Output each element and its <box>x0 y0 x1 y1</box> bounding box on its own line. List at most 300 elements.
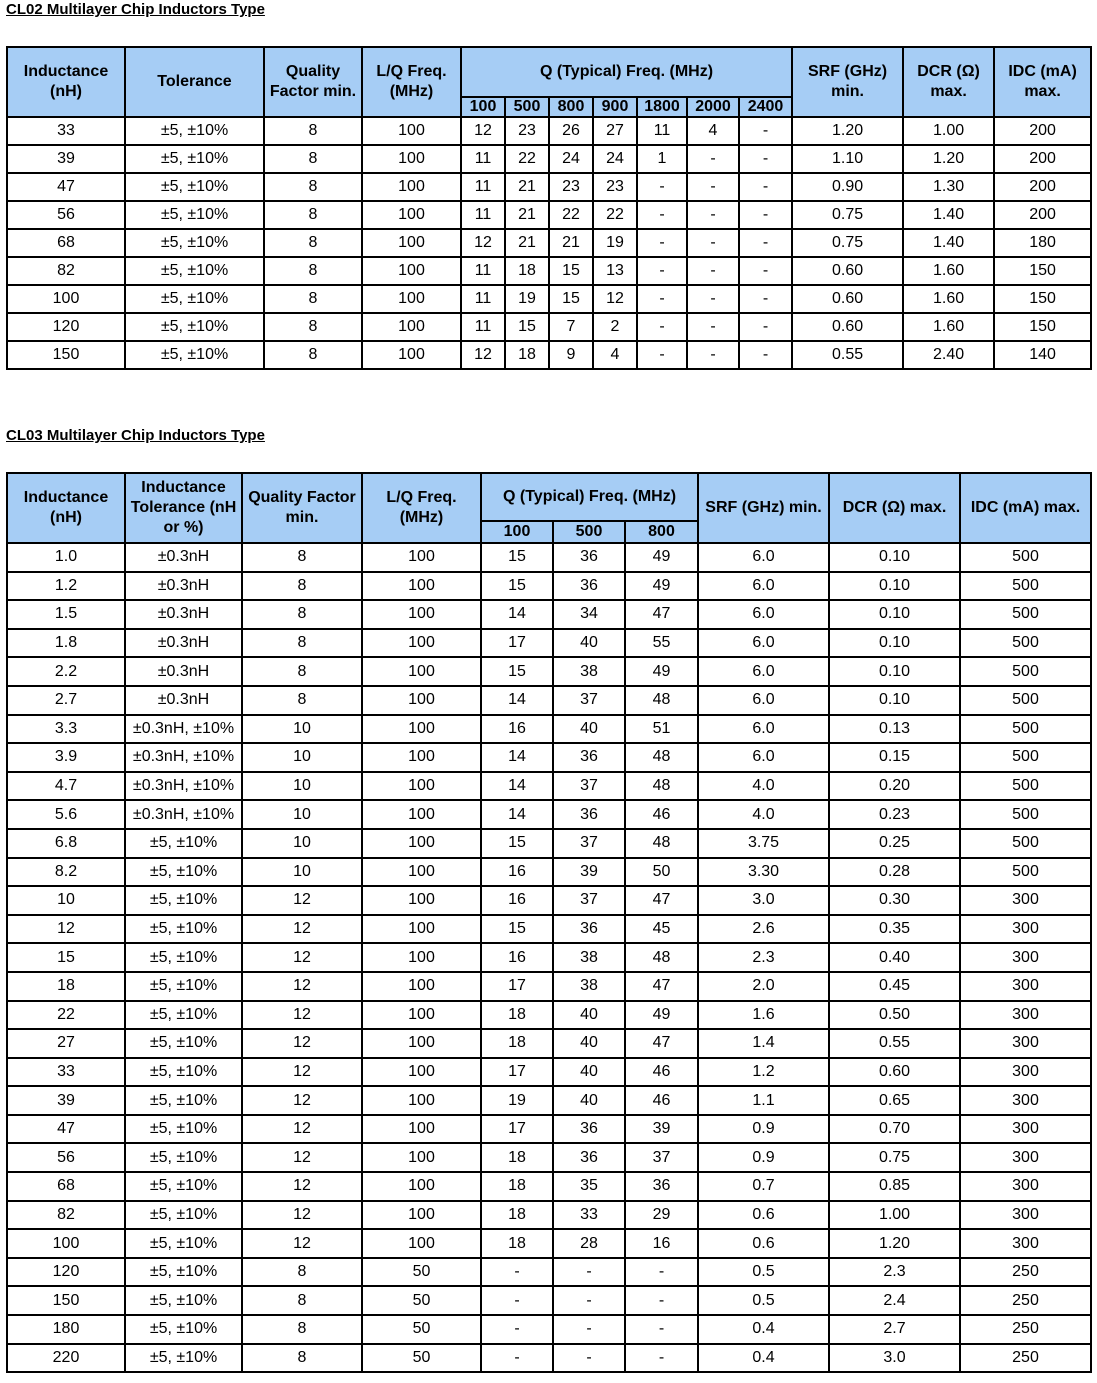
table-cell: 100 <box>362 1029 481 1058</box>
table-cell: - <box>553 1258 625 1287</box>
header-q-freq: 2400 <box>739 97 792 117</box>
table-cell: 0.90 <box>792 173 903 201</box>
table-cell: 8 <box>264 341 362 369</box>
table-cell: 100 <box>362 1001 481 1030</box>
table-cell: ±5, ±10% <box>125 201 264 229</box>
table-cell: 300 <box>960 1029 1091 1058</box>
table-cell: 8 <box>242 572 362 601</box>
table-cell: 10 <box>242 858 362 887</box>
table-cell: 56 <box>7 1143 125 1172</box>
table-cell: 19 <box>593 229 637 257</box>
table-cell: 24 <box>593 145 637 173</box>
table-cell: 100 <box>362 341 461 369</box>
table-cell: 3.30 <box>698 858 829 887</box>
table-row <box>7 743 1091 772</box>
table-cell: ±5, ±10% <box>125 886 242 915</box>
table-cell: 12 <box>461 341 505 369</box>
table-cell: 15 <box>505 313 549 341</box>
table-cell: 8 <box>264 201 362 229</box>
table-cell: - <box>739 173 792 201</box>
table-cell: 12 <box>242 1201 362 1230</box>
table-cell: 200 <box>994 173 1091 201</box>
table-cell: 39 <box>7 1086 125 1115</box>
table-cell: 0.9 <box>698 1143 829 1172</box>
table-cell: ±5, ±10% <box>125 972 242 1001</box>
table-cell: - <box>739 313 792 341</box>
table-cell: 18 <box>7 972 125 1001</box>
table-cell: 46 <box>625 800 698 829</box>
table-row <box>7 1201 1091 1230</box>
table-cell: 82 <box>7 1201 125 1230</box>
table-cell: - <box>687 229 739 257</box>
table-cell: 220 <box>7 1344 125 1373</box>
header-inductance: Inductance (nH) <box>7 473 125 543</box>
table-cell: 1.6 <box>698 1001 829 1030</box>
table-cell: 40 <box>553 1058 625 1087</box>
table-cell: 0.45 <box>829 972 960 1001</box>
table-cell: 300 <box>960 1058 1091 1087</box>
table-cell: 22 <box>549 201 593 229</box>
table-cell: 0.7 <box>698 1172 829 1201</box>
table-cell: 0.10 <box>829 686 960 715</box>
table-row <box>7 1086 1091 1115</box>
table-cell: 22 <box>593 201 637 229</box>
table-cell: 17 <box>481 629 553 658</box>
table-cell: 100 <box>362 772 481 801</box>
table-row <box>7 1172 1091 1201</box>
table-cell: 49 <box>625 657 698 686</box>
table-cell: 6.0 <box>698 629 829 658</box>
table-cell: 300 <box>960 972 1091 1001</box>
table-cell: 18 <box>481 1201 553 1230</box>
table-cell: - <box>637 341 687 369</box>
table-cell: 250 <box>960 1344 1091 1373</box>
table-row <box>7 201 1091 229</box>
table-cell: 8 <box>242 686 362 715</box>
header-q-freq: 800 <box>625 521 698 543</box>
table-row <box>7 600 1091 629</box>
table-cell: 46 <box>625 1086 698 1115</box>
table-cell: 250 <box>960 1286 1091 1315</box>
table-cell: 8 <box>242 1286 362 1315</box>
table-cell: 13 <box>593 257 637 285</box>
header-dcr: DCR (Ω) max. <box>903 47 994 117</box>
table-cell: ±5, ±10% <box>125 1086 242 1115</box>
table-cell: 1.1 <box>698 1086 829 1115</box>
table-cell: 300 <box>960 1115 1091 1144</box>
table-cell: ±5, ±10% <box>125 858 242 887</box>
table-cell: 11 <box>461 285 505 313</box>
table-cell: 35 <box>553 1172 625 1201</box>
table-cell: 8 <box>242 629 362 658</box>
table-cell: 300 <box>960 886 1091 915</box>
table-cell: 300 <box>960 1001 1091 1030</box>
table-cell: 100 <box>362 1229 481 1258</box>
table-cell: 3.3 <box>7 715 125 744</box>
table-row <box>7 1029 1091 1058</box>
table-cell: 1.5 <box>7 600 125 629</box>
table-cell: 500 <box>960 800 1091 829</box>
table-cell: 10 <box>242 800 362 829</box>
table-cell: 300 <box>960 943 1091 972</box>
table-cell: 8.2 <box>7 858 125 887</box>
table-cell: 500 <box>960 629 1091 658</box>
table-cell: 3.75 <box>698 829 829 858</box>
table-cell: 2.4 <box>829 1286 960 1315</box>
table-cell: 15 <box>481 829 553 858</box>
header-q-freq: 100 <box>461 97 505 117</box>
table-cell: 2.40 <box>903 341 994 369</box>
table-cell: 29 <box>625 1201 698 1230</box>
table-cell: 11 <box>461 145 505 173</box>
table-cell: 38 <box>553 943 625 972</box>
table-cell: 15 <box>481 572 553 601</box>
table-cell: 1.00 <box>903 117 994 145</box>
table-cell: 0.4 <box>698 1344 829 1373</box>
table-cell: - <box>625 1286 698 1315</box>
table-cell: 12 <box>461 229 505 257</box>
table-cell: 14 <box>481 743 553 772</box>
table-cell: 47 <box>625 886 698 915</box>
table-cell: 250 <box>960 1258 1091 1287</box>
table-cell: 16 <box>481 943 553 972</box>
table-cell: 21 <box>505 201 549 229</box>
table-cell: 16 <box>625 1229 698 1258</box>
table-row <box>7 229 1091 257</box>
table-cell: 46 <box>625 1058 698 1087</box>
table-cell: 11 <box>461 313 505 341</box>
table-cell: ±0.3nH <box>125 572 242 601</box>
cl03-spec-table <box>6 472 1092 1373</box>
table-cell: 4 <box>687 117 739 145</box>
table-cell: 0.20 <box>829 772 960 801</box>
table-cell: 1.2 <box>698 1058 829 1087</box>
cl02-spec-table <box>6 46 1092 370</box>
table-cell: 500 <box>960 829 1091 858</box>
table-cell: 0.65 <box>829 1086 960 1115</box>
table-cell: 500 <box>960 743 1091 772</box>
table-row <box>7 543 1091 572</box>
table-cell: 37 <box>553 829 625 858</box>
table-cell: 100 <box>362 943 481 972</box>
table-cell: 15 <box>549 257 593 285</box>
table-cell: 0.40 <box>829 943 960 972</box>
table-cell: 0.75 <box>792 229 903 257</box>
table-cell: 27 <box>593 117 637 145</box>
table-cell: 0.60 <box>792 285 903 313</box>
table-cell: 0.6 <box>698 1201 829 1230</box>
table-cell: 200 <box>994 117 1091 145</box>
table-row <box>7 1143 1091 1172</box>
table-cell: 100 <box>362 829 481 858</box>
table-cell: 15 <box>481 915 553 944</box>
table-cell: ±0.3nH, ±10% <box>125 772 242 801</box>
header-tolerance: Tolerance <box>125 47 264 117</box>
table-cell: 8 <box>264 229 362 257</box>
table-cell: 12 <box>242 1058 362 1087</box>
table-cell: 8 <box>242 1344 362 1373</box>
table-cell: 12 <box>242 886 362 915</box>
table-cell: 0.10 <box>829 657 960 686</box>
header-srf: SRF (GHz) min. <box>792 47 903 117</box>
table-cell: 100 <box>362 173 461 201</box>
header-q-freq: 500 <box>553 521 625 543</box>
table-cell: 68 <box>7 229 125 257</box>
header-lq-freq: L/Q Freq. (MHz) <box>362 47 461 117</box>
table-cell: 4 <box>593 341 637 369</box>
table-cell: ±5, ±10% <box>125 1201 242 1230</box>
table-cell: 12 <box>242 1143 362 1172</box>
table-row <box>7 1286 1091 1315</box>
header-dcr: DCR (Ω) max. <box>829 473 960 543</box>
table-cell: 49 <box>625 572 698 601</box>
table-cell: ±0.3nH <box>125 543 242 572</box>
table-cell: 18 <box>481 1143 553 1172</box>
table-cell: 6.0 <box>698 600 829 629</box>
table-cell: 33 <box>553 1201 625 1230</box>
table-cell: 82 <box>7 257 125 285</box>
table-cell: 0.10 <box>829 572 960 601</box>
table-cell: 100 <box>362 858 481 887</box>
table-cell: ±5, ±10% <box>125 1001 242 1030</box>
table-cell: 250 <box>960 1315 1091 1344</box>
table-cell: 1.60 <box>903 285 994 313</box>
table-cell: 8 <box>264 145 362 173</box>
table-cell: 6.8 <box>7 829 125 858</box>
table-row <box>7 1229 1091 1258</box>
table-cell: 100 <box>362 572 481 601</box>
header-q-typical: Q (Typical) Freq. (MHz) <box>481 473 698 521</box>
table-cell: - <box>625 1344 698 1373</box>
table-cell: 18 <box>481 1029 553 1058</box>
table-cell: 10 <box>242 715 362 744</box>
table-cell: 36 <box>553 543 625 572</box>
table-cell: 23 <box>505 117 549 145</box>
table-cell: 12 <box>7 915 125 944</box>
table-cell: 1.30 <box>903 173 994 201</box>
table-cell: 2 <box>593 313 637 341</box>
table-cell: 15 <box>7 943 125 972</box>
table-cell: 40 <box>553 1001 625 1030</box>
table-cell: 6.0 <box>698 543 829 572</box>
table-row <box>7 800 1091 829</box>
header-q-freq: 100 <box>481 521 553 543</box>
table-cell: - <box>637 313 687 341</box>
table-cell: ±5, ±10% <box>125 1344 242 1373</box>
table-cell: 50 <box>625 858 698 887</box>
table-cell: 36 <box>553 743 625 772</box>
table-cell: ±5, ±10% <box>125 1286 242 1315</box>
table-cell: 12 <box>242 1001 362 1030</box>
table-cell: 200 <box>994 201 1091 229</box>
table-cell: ±5, ±10% <box>125 1258 242 1287</box>
table-row <box>7 858 1091 887</box>
table-cell: 150 <box>994 313 1091 341</box>
table-cell: 40 <box>553 1029 625 1058</box>
cl02-section-title: CL02 Multilayer Chip Inductors Type <box>6 1 265 18</box>
table-cell: 100 <box>362 800 481 829</box>
table-cell: ±5, ±10% <box>125 117 264 145</box>
table-cell: - <box>481 1258 553 1287</box>
table-cell: 38 <box>553 972 625 1001</box>
table-row <box>7 1315 1091 1344</box>
table-row <box>7 715 1091 744</box>
table-cell: 4.0 <box>698 800 829 829</box>
table-cell: 11 <box>461 173 505 201</box>
table-cell: 4.7 <box>7 772 125 801</box>
table-cell: 0.60 <box>829 1058 960 1087</box>
table-row <box>7 1058 1091 1087</box>
table-cell: 150 <box>7 341 125 369</box>
table-cell: 0.10 <box>829 600 960 629</box>
table-cell: 0.75 <box>792 201 903 229</box>
table-cell: 500 <box>960 657 1091 686</box>
table-cell: ±5, ±10% <box>125 173 264 201</box>
table-cell: 0.28 <box>829 858 960 887</box>
table-cell: - <box>739 229 792 257</box>
table-cell: 36 <box>553 1115 625 1144</box>
table-row <box>7 341 1091 369</box>
table-cell: ±0.3nH <box>125 600 242 629</box>
table-cell: 48 <box>625 743 698 772</box>
table-cell: ±5, ±10% <box>125 829 242 858</box>
table-cell: 56 <box>7 201 125 229</box>
header-inductance: Inductance (nH) <box>7 47 125 117</box>
table-cell: 33 <box>7 117 125 145</box>
table-cell: 17 <box>481 1058 553 1087</box>
table-cell: 2.7 <box>829 1315 960 1344</box>
header-q-typical: Q (Typical) Freq. (MHz) <box>461 47 792 97</box>
table-cell: ±5, ±10% <box>125 1315 242 1344</box>
table-row <box>7 686 1091 715</box>
table-cell: 37 <box>553 886 625 915</box>
table-cell: 2.6 <box>698 915 829 944</box>
table-cell: ±5, ±10% <box>125 1058 242 1087</box>
table-cell: 47 <box>625 600 698 629</box>
table-cell: 0.13 <box>829 715 960 744</box>
table-cell: 1.60 <box>903 313 994 341</box>
table-cell: 28 <box>553 1229 625 1258</box>
table-row <box>7 1115 1091 1144</box>
table-cell: - <box>481 1344 553 1373</box>
table-cell: 21 <box>505 173 549 201</box>
table-cell: 2.7 <box>7 686 125 715</box>
table-cell: 100 <box>362 657 481 686</box>
table-cell: 100 <box>362 1201 481 1230</box>
header-q-freq: 500 <box>505 97 549 117</box>
table-cell: 4.0 <box>698 772 829 801</box>
cl02-table-body <box>7 117 1091 369</box>
table-cell: 100 <box>362 915 481 944</box>
table-cell: 18 <box>505 257 549 285</box>
table-cell: ±5, ±10% <box>125 1172 242 1201</box>
table-cell: ±5, ±10% <box>125 1115 242 1144</box>
table-cell: 11 <box>637 117 687 145</box>
table-row <box>7 915 1091 944</box>
table-cell: 1.60 <box>903 257 994 285</box>
table-row <box>7 173 1091 201</box>
table-cell: 6.0 <box>698 572 829 601</box>
table-cell: 300 <box>960 915 1091 944</box>
table-cell: 100 <box>362 229 461 257</box>
table-cell: 37 <box>625 1143 698 1172</box>
table-cell: 36 <box>553 572 625 601</box>
table-cell: - <box>687 201 739 229</box>
table-cell: 36 <box>553 800 625 829</box>
table-cell: 55 <box>625 629 698 658</box>
table-cell: 16 <box>481 858 553 887</box>
table-cell: 6.0 <box>698 686 829 715</box>
table-cell: 0.10 <box>829 629 960 658</box>
table-cell: - <box>687 257 739 285</box>
table-cell: 8 <box>264 257 362 285</box>
table-cell: 18 <box>481 1229 553 1258</box>
table-cell: 12 <box>242 1086 362 1115</box>
table-cell: 10 <box>242 772 362 801</box>
table-cell: 24 <box>549 145 593 173</box>
table-cell: 39 <box>553 858 625 887</box>
table-cell: 8 <box>264 117 362 145</box>
table-cell: 500 <box>960 543 1091 572</box>
table-cell: 500 <box>960 600 1091 629</box>
table-cell: - <box>687 313 739 341</box>
table-cell: 100 <box>362 285 461 313</box>
table-cell: - <box>687 145 739 173</box>
table-cell: 2.3 <box>698 943 829 972</box>
table-row <box>7 943 1091 972</box>
table-cell: 8 <box>242 543 362 572</box>
table-cell: 22 <box>7 1001 125 1030</box>
table-row <box>7 145 1091 173</box>
table-row <box>7 657 1091 686</box>
table-cell: 0.9 <box>698 1115 829 1144</box>
table-cell: 14 <box>481 772 553 801</box>
table-cell: 27 <box>7 1029 125 1058</box>
table-cell: 15 <box>481 543 553 572</box>
table-cell: - <box>739 117 792 145</box>
table-cell: 12 <box>242 915 362 944</box>
table-cell: 0.70 <box>829 1115 960 1144</box>
table-cell: - <box>637 173 687 201</box>
table-cell: 15 <box>481 657 553 686</box>
table-cell: 500 <box>960 572 1091 601</box>
table-cell: 14 <box>481 686 553 715</box>
table-cell: 1.40 <box>903 229 994 257</box>
table-cell: 51 <box>625 715 698 744</box>
header-quality-factor: Quality Factor min. <box>242 473 362 543</box>
table-cell: 21 <box>505 229 549 257</box>
table-cell: ±5, ±10% <box>125 145 264 173</box>
table-cell: 300 <box>960 1086 1091 1115</box>
table-cell: 47 <box>625 972 698 1001</box>
table-cell: 100 <box>362 715 481 744</box>
table-cell: 1.40 <box>903 201 994 229</box>
table-cell: 500 <box>960 686 1091 715</box>
table-cell: - <box>637 257 687 285</box>
table-cell: - <box>553 1286 625 1315</box>
table-cell: 500 <box>960 772 1091 801</box>
table-row <box>7 772 1091 801</box>
table-cell: 50 <box>362 1258 481 1287</box>
table-cell: 100 <box>362 201 461 229</box>
table-cell: 49 <box>625 543 698 572</box>
table-cell: 6.0 <box>698 743 829 772</box>
table-cell: 12 <box>242 1229 362 1258</box>
table-cell: 12 <box>242 972 362 1001</box>
table-cell: ±0.3nH <box>125 629 242 658</box>
table-cell: 100 <box>362 1172 481 1201</box>
table-cell: ±5, ±10% <box>125 1143 242 1172</box>
